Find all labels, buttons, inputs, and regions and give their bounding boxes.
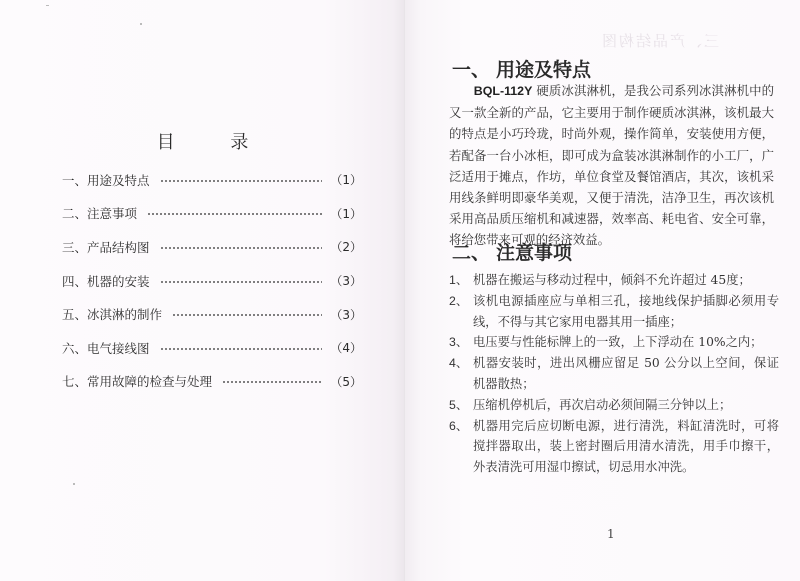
list-item-number: 1、 [449,273,469,287]
toc-item[interactable] [62,297,362,331]
list-item [449,395,779,416]
scan-speck [73,483,75,485]
section-heading-uses-features [452,55,591,82]
toc-item-page: （3） [330,274,362,289]
list-item-number: 6、 [449,418,469,433]
toc-item[interactable] [62,197,362,231]
toc-title-char: 目 [156,132,175,153]
toc-item-label: 二、注意事项 [62,206,138,222]
list-item [449,270,779,291]
section-title: 用途及特点 [496,59,592,81]
list-item [449,416,779,478]
section-number: 一、 [452,59,491,81]
list-item-text: 机器在搬运与移动过程中，倾斜不允许超过 45度； [473,273,751,287]
toc-item-label: 一、用途及特点 [62,172,150,188]
toc-item-label: 三、产品结构图 [62,239,150,255]
toc-item-label: 六、电气接线图 [62,340,150,356]
toc-item[interactable] [62,163,362,197]
list-item-text: 压缩机停机后，再次启动必须间隔三分钟以上； [473,397,732,412]
list-item-number: 2、 [449,293,469,308]
scan-speck [46,5,49,6]
toc-leader-dots [160,180,323,182]
paragraph-text: 硬质冰淇淋机，是我公司系列冰淇淋机中的又一款全新的产品，它主要用于制作硬质冰淇淋，该机最大的特点是小巧玲珑，时尚外观，操作简单，安装使用方便，若配备一台小冰柜，即可成为盒装冰淇淋制作的小工厂，广泛适用于摊点，作坊，单位食堂及餐馆酒店，其次，该机采用线条鲜明即豪华美观，又便于清洗，洁净卫生，再次该机采用高品质压缩机和减速器，效率高、耗电省、安全可靠，将给您带来可观的经济效益。 [449,83,774,248]
list-item-number: 4、 [449,356,469,371]
toc-item[interactable] [62,365,362,399]
toc-leader-dots [147,213,322,215]
toc-item[interactable] [62,264,362,298]
toc-item[interactable] [62,230,362,264]
page-number: 1 [607,527,615,541]
list-item [449,353,779,395]
list-item-text: 电压要与性能标牌上的一致，上下浮动在 10%之内； [473,335,763,350]
section-number: 二、 [452,242,491,264]
toc-leader-dots [160,348,323,350]
toc-item-label: 四、机器的安装 [62,273,150,289]
toc-leader-dots [160,281,323,283]
toc-item-page: （2） [330,240,362,255]
list-item [449,332,779,353]
toc-item-label: 五、冰淇淋的制作 [62,307,163,323]
section-title: 注意事项 [496,242,573,264]
list-item-number: 3、 [449,335,469,350]
toc-item-page: （1） [330,173,362,188]
toc-title [0,128,405,154]
toc-list [62,163,362,398]
toc-title-char: 录 [230,132,249,153]
list-item [449,291,779,333]
toc-item-label: 七、常用故障的检查与处理 [62,374,213,390]
list-item-text: 机器用完后应切断电源，进行清洗，料缸清洗时，可将搅拌器取出，装上密封圈后用清水清洗，用手巾擦干，外表清洗可用湿巾擦试，切忌用水冲洗。 [473,418,779,475]
model-number: BQL-112Y [473,84,533,98]
section-paragraph [449,80,774,251]
precautions-list [449,270,779,478]
list-item-text: 机器安装时，进出风栅应留足 50 公分以上空间，保证机器散热； [473,356,779,391]
toc-item-page: （3） [330,307,362,322]
toc-leader-dots [222,381,322,383]
list-item-number: 5、 [449,397,469,412]
toc-item-page: （1） [330,206,362,221]
section-heading-precautions [452,238,572,265]
list-item-text: 该机电源插座应与单相三孔，接地线保护插脚必须用专线，不得与其它家用电器其用一插座； [473,293,779,329]
toc-item[interactable] [62,331,362,365]
scan-speck [140,23,142,25]
book-spine [404,0,406,581]
bleed-through-text: 三、产品结构图 [600,32,720,50]
toc-item-page: （5） [330,374,362,389]
toc-leader-dots [172,314,322,316]
toc-item-page: （4） [330,341,362,356]
toc-leader-dots [160,247,323,249]
